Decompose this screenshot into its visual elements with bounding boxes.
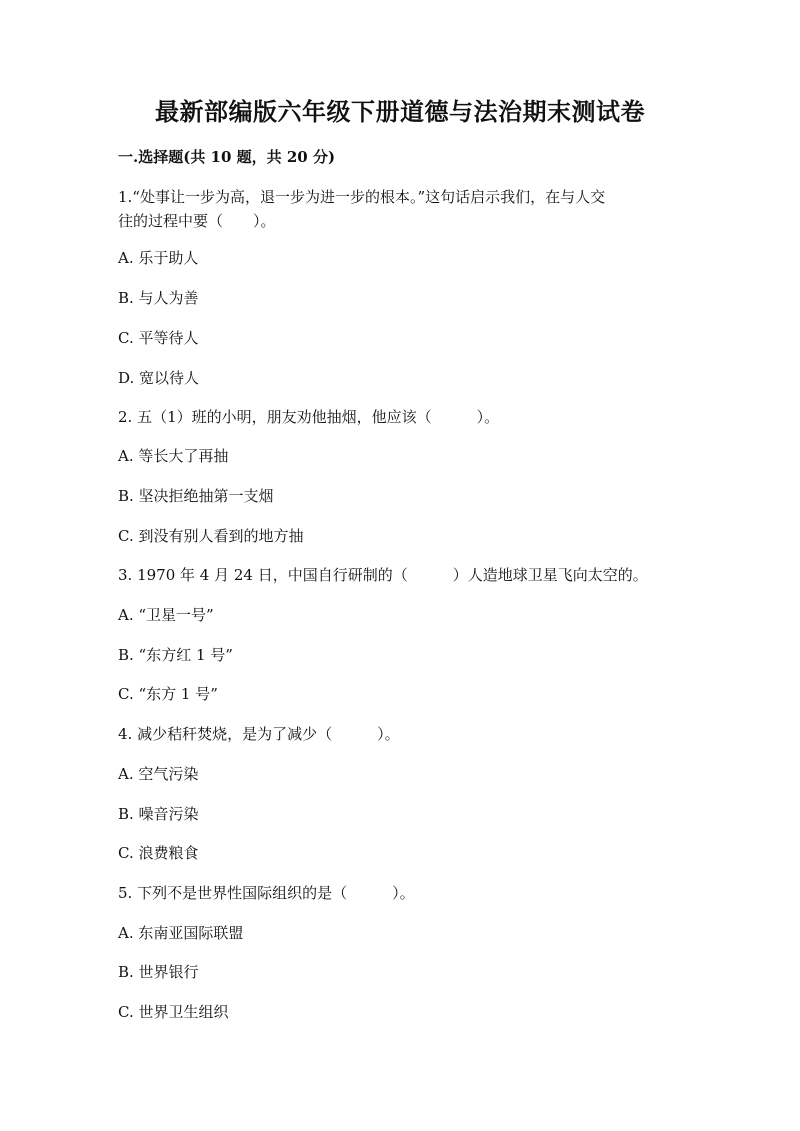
question-3-option-b: B. “东方红 1 号”	[118, 646, 233, 664]
question-5-option-c: C. 世界卫生组织	[118, 1003, 229, 1021]
question-1-option-d: D. 宽以待人	[118, 369, 200, 387]
question-2-option-c: C. 到没有别人看到的地方抽	[118, 527, 304, 545]
question-2-option-b: B. 坚决拒绝抽第一支烟	[118, 487, 274, 505]
question-4-option-a: A. 空气污染	[118, 765, 199, 783]
question-1-option-a: A. 乐于助人	[118, 249, 199, 267]
question-1-option-c: C. 平等待人	[118, 329, 199, 347]
section-heading: 一.选择题(共 10 题，共 20 分)	[118, 148, 336, 166]
question-2-option-a: A. 等长大了再抽	[118, 447, 229, 465]
question-3-option-a: A. “卫星一号”	[118, 606, 214, 624]
question-5-option-a: A. 东南亚国际联盟	[118, 924, 244, 942]
question-5-option-b: B. 世界银行	[118, 963, 199, 981]
question-5-stem: 5. 下列不是世界性国际组织的是（ ）。	[118, 884, 415, 902]
question-4-option-b: B. 噪音污染	[118, 805, 199, 823]
question-3-stem: 3. 1970 年 4 月 24 日，中国自行研制的（ ）人造地球卫星飞向太空的。	[118, 566, 648, 584]
question-1-option-b: B. 与人为善	[118, 289, 199, 307]
question-2-stem: 2. 五（1）班的小明，朋友劝他抽烟，他应该（ ）。	[118, 408, 500, 426]
question-4-stem: 4. 减少秸秆焚烧，是为了减少（ ）。	[118, 725, 400, 743]
question-1-stem-line-1: 1.“处事让一步为高，退一步为进一步的根本。”这句话启示我们，在与人交	[118, 188, 606, 206]
question-1-stem-line-2: 往的过程中要（ ）。	[118, 212, 276, 230]
page-title: 最新部编版六年级下册道德与法治期末测试卷	[155, 97, 645, 126]
question-4-option-c: C. 浪费粮食	[118, 844, 199, 862]
question-3-option-c: C. “东方 1 号”	[118, 685, 218, 703]
